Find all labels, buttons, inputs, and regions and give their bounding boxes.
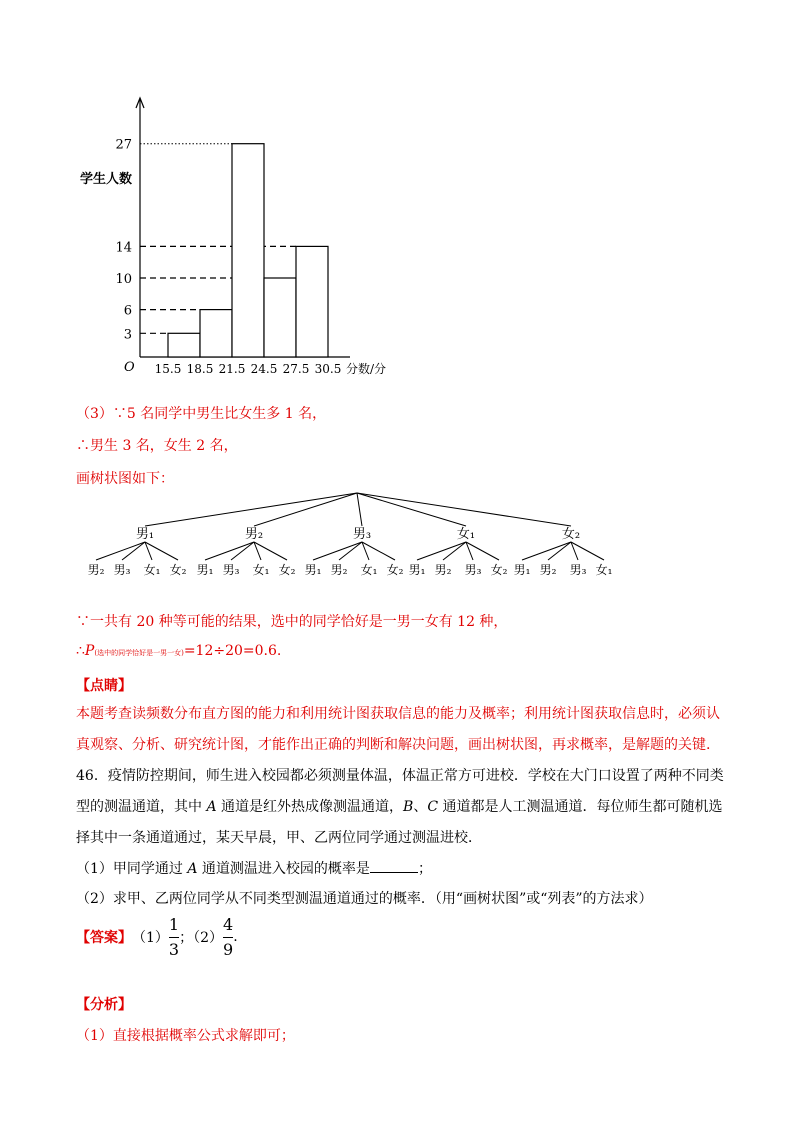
analysis-heading: 【分析】 — [76, 997, 132, 1013]
tree-edge — [522, 542, 571, 560]
probability-p: P — [84, 643, 95, 659]
tree-edge — [548, 542, 571, 560]
tree-edge — [254, 493, 357, 526]
tree-node-level-2: 男₁ — [408, 563, 426, 577]
y-tick-label: 6 — [123, 303, 132, 319]
fraction-1-denominator: 3 — [168, 939, 180, 959]
answer-separator: ；（2） — [179, 930, 224, 946]
tree-node-level-1: 女₂ — [561, 527, 581, 542]
conclusion-line-1: ∵一共有 20 种等可能的结果，选中的同学恰好是一男一女有 12 种， — [76, 614, 508, 630]
part1-text-a: （1）甲同学通过 — [76, 861, 188, 877]
tree-edge — [122, 542, 145, 560]
probability-value: =12÷20=0.6. — [183, 643, 282, 659]
tree-node-level-1: 女₁ — [456, 527, 476, 542]
fraction-1-numerator: 1 — [168, 914, 180, 934]
y-tick-label: 3 — [123, 327, 132, 343]
channel-b-label: B — [403, 799, 414, 815]
probability-result — [76, 643, 281, 659]
histogram-bar — [168, 333, 200, 357]
question-46-part-1 — [76, 858, 432, 878]
tree-node-level-2: 女₂ — [490, 563, 508, 577]
q46-text-a: 型的测温通道，其中 — [76, 799, 207, 815]
tree-edge — [205, 542, 254, 560]
x-tick-label: 30.5 — [314, 362, 342, 376]
tree-node-level-2: 男₃ — [222, 563, 240, 577]
tree-edge — [254, 542, 287, 560]
tree-node-level-2: 女₁ — [595, 563, 613, 577]
y-tick-label: 10 — [115, 272, 132, 287]
answer-blank — [370, 858, 418, 873]
x-tick-label: 24.5 — [250, 362, 278, 376]
origin-label: O — [124, 360, 135, 375]
tree-edge — [357, 493, 571, 526]
q46-text-c: 、 — [413, 799, 428, 815]
fraction-one-third — [169, 915, 179, 960]
tree-node-level-2: 男₁ — [196, 563, 214, 577]
tree-node-level-1: 男₂ — [244, 527, 264, 542]
tree-node-level-2: 男₃ — [569, 563, 587, 577]
answer-row — [76, 912, 238, 962]
question-46-line-1: 46．疫情防控期间，师生进入校园都必须测量体温，体温正常方可进校．学校在大门口设置了两种不同类 — [76, 768, 724, 784]
x-tick-label: 27.5 — [282, 362, 310, 376]
tree-edge — [443, 542, 466, 560]
tree-node-level-2: 女₁ — [143, 563, 161, 577]
tree-node-level-2: 男₂ — [539, 563, 557, 577]
tree-edge — [357, 493, 362, 526]
q46-text-b: 通道是红外热成像测温通道， — [216, 799, 404, 815]
tree-edge — [571, 542, 604, 560]
answer-label: 【答案】 — [76, 930, 132, 946]
q46-text-d: 通道都是人工测温通道．每位师生都可随机选 — [438, 799, 723, 815]
y-tick-label: 14 — [115, 240, 132, 256]
tree-edge — [145, 542, 178, 560]
tree-node-level-2: 女₂ — [169, 563, 187, 577]
tree-edge — [313, 542, 362, 560]
tree-node-level-2: 男₁ — [304, 563, 322, 577]
probability-subscript: (选中的同学恰好是一男一女) — [94, 649, 184, 657]
part1-text-b: 通道测温进入校园的概率是 — [197, 861, 370, 877]
tree-node-level-2: 女₂ — [278, 563, 296, 577]
tree-edge — [466, 542, 499, 560]
tree-diagram — [0, 488, 800, 588]
part1-channel-a: A — [187, 861, 198, 877]
tree-node-level-2: 男₃ — [113, 563, 131, 577]
channel-c-label: C — [427, 799, 439, 815]
tree-edge — [231, 542, 254, 560]
tree-edge — [339, 542, 362, 560]
question-46-part-2: （2）求甲、乙两位同学从不同类型测温通道通过的概率．（用“画树状图”或“列表”的方法求） — [76, 891, 653, 907]
tree-node-level-2: 男₂ — [434, 563, 452, 577]
tree-node-level-1: 男₃ — [352, 527, 372, 542]
tree-edge — [357, 493, 466, 526]
channel-a-label: A — [206, 799, 217, 815]
solution-line-2: ∴男生 3 名，女生 2 名， — [76, 438, 238, 454]
question-46-line-2 — [76, 796, 723, 816]
tree-edge — [96, 542, 145, 560]
tree-edge — [417, 542, 466, 560]
tree-node-level-2: 男₁ — [513, 563, 531, 577]
x-tick-label: 18.5 — [186, 362, 214, 376]
comment-line-1: 本题考查读频数分布直方图的能力和利用统计图获取信息的能力及概率；利用统计图获取信息时，必须认 — [76, 706, 720, 722]
y-tick-label: 27 — [115, 137, 132, 153]
fraction-2-numerator: 4 — [223, 914, 234, 934]
answer-part-1-label: （1） — [132, 930, 169, 946]
histogram-bar — [264, 278, 296, 357]
fraction-2-denominator: 9 — [223, 939, 234, 959]
tree-node-level-2: 女₁ — [360, 563, 378, 577]
comment-heading: 【点睛】 — [76, 678, 132, 694]
tree-node-level-2: 女₂ — [386, 563, 404, 577]
tree-node-level-2: 男₂ — [330, 563, 348, 577]
histogram-bar — [296, 246, 328, 357]
tree-node-level-2: 男₃ — [464, 563, 482, 577]
part1-text-c: ； — [417, 861, 432, 877]
comment-line-2: 真观察、分析、研究统计图，才能作出正确的判断和解决问题，画出树状图，再求概率，是解题的关键. — [76, 737, 711, 753]
histogram-bar — [232, 144, 264, 357]
solution-line-1: （3）∵5 名同学中男生比女生多 1 名， — [76, 406, 327, 422]
solution-line-3: 画树状图如下： — [76, 471, 174, 487]
histogram-chart — [0, 0, 800, 400]
answer-end: . — [233, 929, 238, 945]
x-tick-label: 21.5 — [218, 362, 246, 376]
x-tick-label: 15.5 — [154, 362, 182, 376]
analysis-line-1: （1）直接根据概率公式求解即可； — [76, 1028, 295, 1044]
tree-edge — [362, 542, 395, 560]
fraction-four-ninths — [223, 915, 233, 960]
x-axis-label: 分数/分 — [346, 362, 387, 376]
histogram-bar — [200, 310, 232, 357]
question-46-line-3: 择其中一条通道通过，某天早晨，甲、乙两位同学通过测温进校． — [76, 830, 482, 846]
tree-node-level-2: 男₂ — [87, 563, 105, 577]
tree-node-level-1: 男₁ — [135, 527, 155, 542]
tree-edge — [145, 493, 357, 526]
tree-node-level-2: 女₁ — [252, 563, 270, 577]
y-axis-label: 学生人数 — [80, 172, 133, 187]
therefore-symbol: ∴ — [76, 643, 85, 659]
